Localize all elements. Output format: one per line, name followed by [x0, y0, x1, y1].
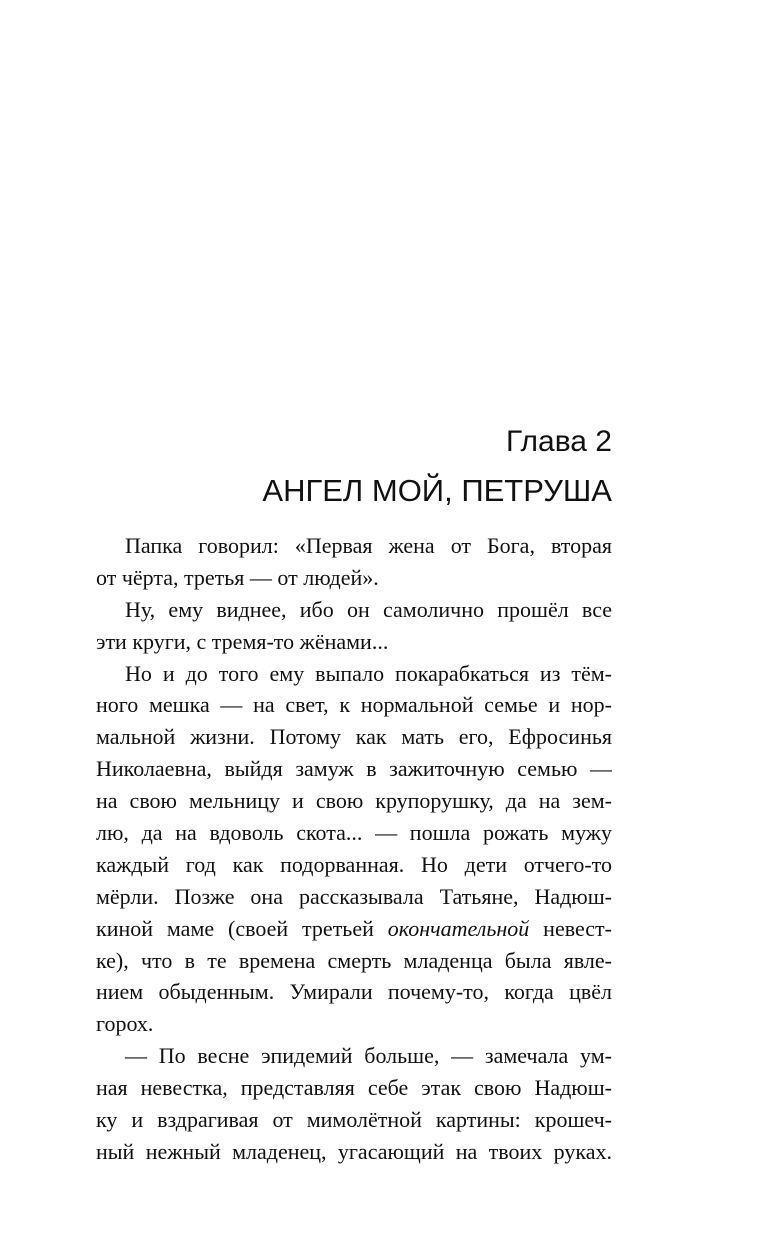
text-line: лю, да на вдоволь скота... — пошла рожать мужу [96, 820, 612, 846]
text-line: от чёрта, третья — от людей». [96, 564, 379, 590]
text-line: мёрли. Позже она рассказывала Татьяне, Надюш- [96, 883, 612, 909]
text-line: ного мешка — на свет, к нормальной семье и нор- [96, 692, 612, 718]
text-line: ку и вздрагивая от мимолётной картины: крошеч- [96, 1107, 612, 1133]
text-line: каждый год как подорванная. Но дети отчего-то [96, 851, 612, 877]
text-segment: невест- [529, 915, 612, 941]
text-line-with-emphasis [96, 913, 612, 945]
text-line: Но и до того ему выпало покарабкаться из тём- [125, 660, 612, 686]
chapter-body [96, 530, 612, 1168]
text-line: Николаевна, выйдя замуж в зажиточную семью — [96, 756, 612, 782]
text-line: эти круги, с тремя-то жёнами... [96, 628, 389, 654]
text-segment: киной маме (своей третьей [96, 915, 388, 941]
text-line: Папка говорил: «Первая жена от Бога, вторая [125, 533, 612, 558]
chapter-number: Глава 2 [505, 425, 612, 458]
text-line: на свою мельницу и свою крупорушку, да на зем- [96, 788, 612, 814]
text-line: нием обыденным. Умирали почему-то, когда цвёл [96, 979, 612, 1005]
text-line: ный нежный младенец, угасающий на твоих руках. [96, 1138, 612, 1164]
chapter-title: АНГЕЛ МОЙ, ПЕТРУША [262, 473, 612, 508]
text-line: — По весне эпидемий больше, — замечала ум- [125, 1043, 612, 1069]
emphasis-word: окончательной [387, 915, 530, 941]
text-line: Ну, ему виднее, ибо он самолично прошёл все [125, 596, 612, 622]
text-line: ная невестка, представляя себе этак свою Надюш- [96, 1075, 612, 1101]
text-line: горох. [96, 1011, 154, 1037]
text-line: мальной жизни. Потому как мать его, Ефросинья [96, 724, 612, 750]
text-line: ке), что в те времена смерть младенца была явле- [96, 947, 612, 973]
